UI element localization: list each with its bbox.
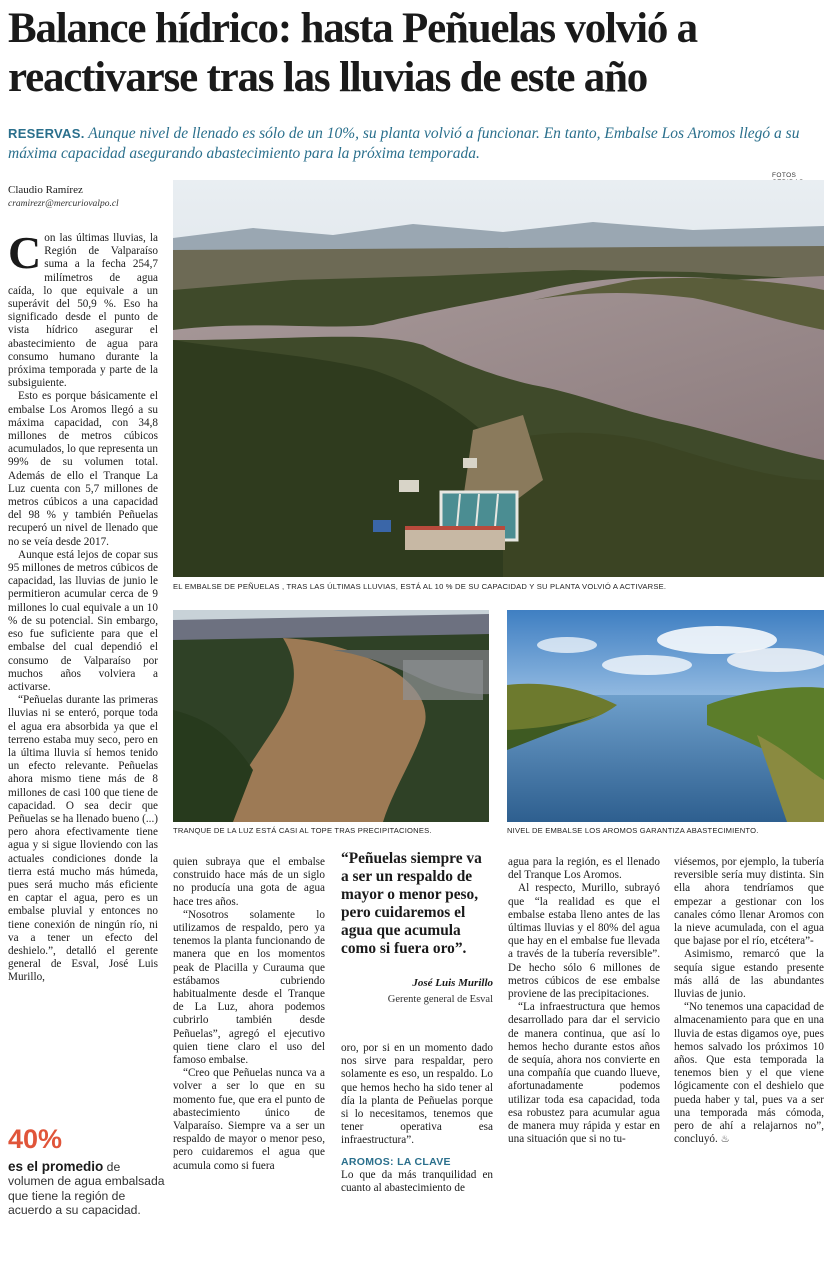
body-column-3	[341, 1042, 493, 1195]
author-email[interactable]: cramirezr@mercuriovalpo.cl	[8, 199, 119, 209]
pull-quote-name: José Luis Murillo	[412, 977, 493, 989]
pull-quote: “Peñuelas siempre va a ser un respaldo de mayor o menor peso, pero cuidaremos el agua que acumula como si fuera oro”.	[341, 850, 482, 957]
body-paragraph: Lo que da más tranquilidad en cuanto al abastecimiento de	[341, 1168, 493, 1195]
body-paragraph: “Peñuelas durante las primeras lluvias ni se enteró, porque toda el agua era absorbida ya que el terreno estaba muy seco, pero en la última lluvia sí hemos tenido un efecto relevante. Peñuelas ahora mismo tiene más de 8 millones de casi 100 que tiene de capacidad. O sea decir que Peñuelas se ha llenado bueno (...) pero ahora efectivamente tiene agua y si sigue lloviendo con las actuales condiciones donde la tierra está mucho más húmeda, pues será mucho más eficiente en captar el agua, pero es un embalse pluvial y entonces no tiene conexión de ningún río, ni va a tener un efecto del deshielo.”, detalló el gerente general de Esval, José Luis Murillo,	[8, 694, 158, 984]
body-paragraph: Asimismo, remarcó que la sequía sigue estando presente más allá de las abundantes lluvias de junio.	[674, 948, 824, 1001]
body-paragraph: viésemos, por ejemplo, la tubería reversible sería muy distinta. Sin ella ahora tendríamos que empezar a gestionar con los canales cómo llenar Aromos con la nieve acumulada, con el agua que bajase por el río, etcétera”-	[674, 856, 824, 948]
body-paragraph: Aunque está lejos de copar sus 95 millones de metros cúbicos de capacidad, las lluvias de junio le permitieron acumular cerca de 9 millones lo cual equivale a un 10 % de su potencial. Sin embargo, eso fue suficiente para que el embalse del cual dependió el consumo de Valparaíso por muchos años volviera a activarse.	[8, 548, 158, 693]
deck-text: Aunque nivel de llenado es sólo de un 10%, su planta volvió a funcionar. En tanto, Embalse Los Aromos llegó a su máxima capacidad asegurando abastecimiento para la próxima temporada.	[8, 125, 800, 162]
body-paragraph: Esto es porque básicamente el embalse Los Aromos llegó a su máxima capacidad, con 34,8 millones de metros cúbicos acumulados, lo que representa un 99% de su volumen total. Además de ello el Tranque La Luz cuenta con 5,7 millones de metros cúbicos a una capacidad del 98 % y también Peñuelas recuperó un nivel de llenado que no se veía desde 2017.	[8, 390, 158, 548]
body-paragraph: oro, por si en un momento dado nos sirve para respaldar, pero solamente es eso, un respaldo. Lo que hemos hecho ha sido tener al día la planta de Peñuelas porque si lo necesitamos, tenemos que tener operativa esa infraestructura”.	[341, 1042, 493, 1147]
right-photo-caption: NIVEL DE EMBALSE LOS AROMOS GARANTIZA ABASTECIMIENTO.	[507, 826, 759, 835]
deck-kicker: RESERVAS.	[8, 126, 85, 141]
section-subhead: AROMOS: LA CLAVE	[341, 1155, 451, 1168]
body-paragraph: “La infraestructura que hemos desarrollado para dar el servicio de manera continua, que así lo hemos hecho durante estos años de sequía, ahora nos convierte en una compañía que cuando llueve, afortunadamente podemos utilizar toda esa capacidad, toda esa robustez para acumular agua de manera muy rápida y estar en una situación que si no tu-	[508, 1001, 660, 1146]
photo-credit: FOTOS	[772, 172, 797, 179]
body-column-1	[8, 227, 158, 985]
stat-value: 40%	[8, 1124, 63, 1154]
left-photo-caption: TRANQUE DE LA LUZ ESTÁ CASI AL TOPE TRAS PRECIPITACIONES.	[173, 826, 432, 835]
author-name: Claudio Ramírez	[8, 184, 83, 196]
main-photo-penuelas	[173, 180, 824, 577]
body-paragraph	[8, 227, 158, 390]
end-of-article-icon: ♨	[720, 1134, 730, 1146]
photo-tranque-la-luz	[173, 610, 489, 822]
photo-los-aromos	[507, 610, 824, 822]
body-paragraph: agua para la región, es el llenado del Tranque Los Aromos.	[508, 856, 660, 882]
deck-subtitle	[8, 124, 824, 164]
pull-quote-role: Gerente general de Esval	[387, 994, 493, 1005]
body-column-2	[173, 856, 325, 1173]
drop-cap: C	[8, 227, 42, 278]
body-column-5	[674, 856, 824, 1146]
headline: Balance hídrico: hasta Peñuelas volvió a reactivarse tras las lluvias de este año	[8, 5, 697, 101]
stat-description: de volumen de agua embalsada que tiene la región de acuerdo a su capacidad.	[8, 1160, 165, 1218]
body-paragraph	[674, 1001, 824, 1146]
stat-lead: es el promedio	[8, 1159, 104, 1174]
stat-text	[8, 1160, 166, 1218]
body-column-4	[508, 856, 660, 1146]
main-photo-caption: EL EMBALSE DE PEÑUELAS , TRAS LAS ÚLTIMAS LLUVIAS, ESTÁ AL 10 % DE SU CAPACIDAD Y SU PLANTA VOLVIÓ A ACTIVARSE.	[173, 582, 667, 591]
body-text: on las últimas lluvias, la Región de Valparaíso suma a la fecha 254,7 milímetros de agua caída, lo que equivale a un superávit del 50,9 %. Eso ha significado desde el punto de vista hídrico asegurar el abastecimiento de agua para consumo humano durante la próxima temporada y parte de la subsiguiente.	[8, 232, 158, 390]
body-paragraph: Al respecto, Murillo, subrayó que “la realidad es que el embalse estaba lleno antes de las últimas lluvias y el 80% del agua que hay en el embalse fue llevada a través de la tubería reversible”. De hecho sólo 6 millones de metros cúbicos de ese embalse proviene de las precipitaciones.	[508, 882, 660, 1001]
body-paragraph: “Nosotros solamente lo utilizamos de respaldo, pero ya tenemos la planta funcionando de manera que en los momentos peak de Placilla y Curauma que estábamos cubriendo habitualmente desde el Tranque de La Luz, ahora podemos cubrirlo también desde Peñuelas”, agregó el ejecutivo quien tiene claro el uso del famoso embalse.	[173, 908, 325, 1067]
body-text: “No tenemos una capacidad de almacenamiento para que en una lluvia de estas digamos oye, pues hemos salvado los próximos 10 años. Que esta temporada la tenemos bien y el que viene lógicamente con el deshielo que pueda haber y tal, pues va a ser una temporada más cómoda, pero de ahí a relajarnos no”, concluyó.	[674, 1001, 824, 1146]
body-paragraph: “Creo que Peñuelas nunca va a volver a ser lo que en su momento fue, que era el punto de abastecimiento único de Valparaíso. Siempre va a ser un respaldo de mayor o menor peso, pero cuidaremos el agua que acumula como si fuera	[173, 1067, 325, 1172]
body-paragraph: quien subraya que el embalse construido hace más de un siglo no producía una gota de agua hace tres años.	[173, 856, 325, 908]
